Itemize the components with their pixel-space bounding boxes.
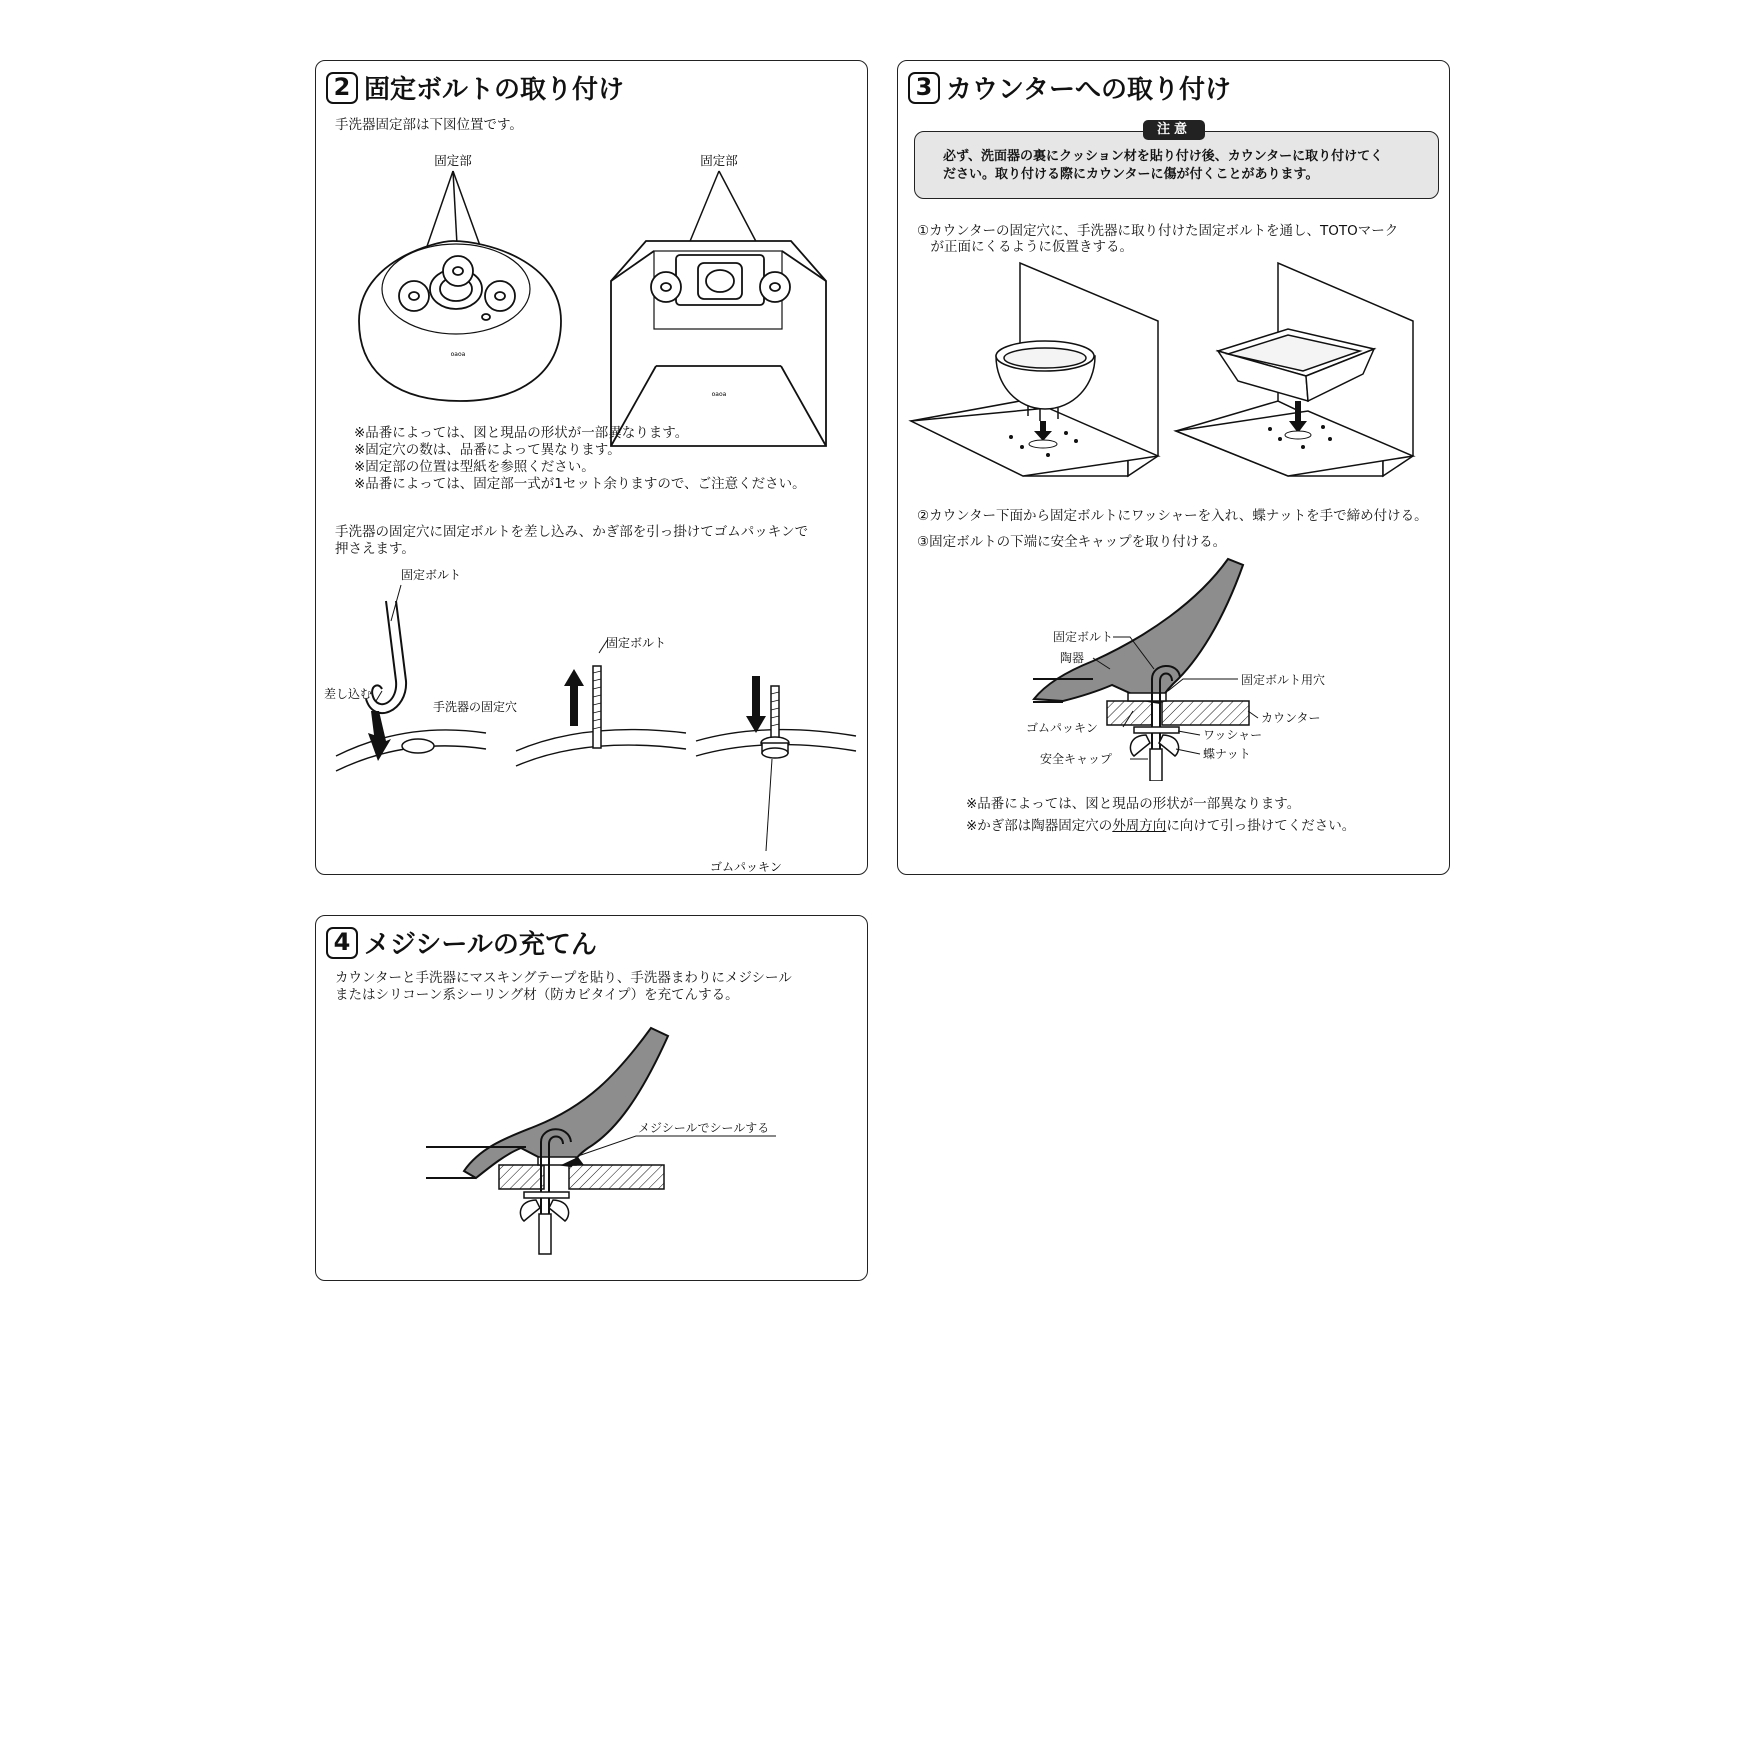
label-insert: 差し込む — [324, 687, 373, 701]
sealing-diagram — [316, 1016, 869, 1276]
section-2-note-3: ※固定部の位置は型紙を参照ください。 — [354, 459, 595, 475]
note-2-underlined: 外周方向 — [1112, 818, 1167, 834]
fixing-part-label-left: 固定部 — [434, 153, 472, 168]
section-3-panel — [897, 60, 1450, 875]
section-3-step-2: ②カウンター下面から固定ボルトにワッシャーを入れ、蝶ナットを手で締め付ける。 — [917, 508, 1428, 524]
svg-text:oaoa: oaoa — [711, 391, 727, 398]
label-bolt-2: 固定ボルト — [606, 636, 667, 650]
square-basin-drawing — [611, 241, 826, 446]
cross-section-diagram — [898, 551, 1451, 781]
section-2-instruction-line-1: 手洗器の固定穴に固定ボルトを差し込み、かぎ部を引っ掛けてゴムパッキンで — [335, 524, 809, 540]
section-2-title: 固定ボルトの取り付け — [364, 75, 625, 105]
fixing-part-diagram — [316, 151, 869, 471]
label-bolt-section3: 固定ボルト — [1053, 630, 1114, 644]
bolt-insertion-diagram — [316, 561, 869, 876]
caution-box — [914, 122, 1439, 199]
section-3-heading — [908, 69, 1231, 106]
note-2-prefix: ※かぎ部は陶器固定穴の — [966, 818, 1113, 834]
section-2-number: 2 — [326, 72, 358, 104]
label-packing: ゴムパッキン — [710, 860, 782, 874]
section-3-step-1-line-2: が正面にくるように仮置きする。 — [917, 239, 1133, 255]
section-4-instruction-line-1: カウンターと手洗器にマスキングテープを貼り、手洗器まわりにメジシール — [335, 970, 792, 986]
label-seal: メジシールでシールする — [638, 1121, 770, 1135]
label-wing-nut: 蝶ナット — [1203, 747, 1251, 761]
section-2-note-1: ※品番によっては、図と現品の形状が一部異なります。 — [354, 425, 689, 441]
caution-label: 注意 — [1143, 120, 1205, 140]
section-3-step-3: ③固定ボルトの下端に安全キャップを取り付ける。 — [917, 534, 1227, 550]
section-3-note-1: ※品番によっては、図と現品の形状が一部異なります。 — [966, 796, 1301, 812]
label-bolt-1: 固定ボルト — [401, 568, 462, 582]
section-4-heading — [326, 924, 597, 961]
label-packing-section3: ゴムパッキン — [1026, 721, 1098, 735]
section-3-step-1-line-1: ①カウンターの固定穴に、手洗器に取り付けた固定ボルトを通し、TOTOマーク — [917, 223, 1399, 239]
caution-text-line-1: 必ず、洗面器の裏にクッション材を貼り付け後、カウンターに取り付けてく — [943, 149, 1384, 164]
label-counter: カウンター — [1261, 711, 1321, 725]
section-4-number: 4 — [326, 927, 358, 959]
section-4-title: メジシールの充てん — [364, 930, 597, 960]
note-2-suffix: に向けて引っ掛けてください。 — [1166, 818, 1356, 834]
round-basin-drawing — [359, 241, 561, 401]
section-2-instruction-line-2: 押さえます。 — [335, 541, 415, 557]
basin-placement-diagram — [898, 261, 1451, 511]
label-washer: ワッシャー — [1203, 728, 1263, 742]
label-bolt-hole: 固定ボルト用穴 — [1241, 673, 1326, 687]
section-2-intro: 手洗器固定部は下図位置です。 — [335, 117, 523, 133]
label-ceramic: 陶器 — [1060, 651, 1085, 665]
section-3-title: カウンターへの取り付け — [946, 75, 1231, 105]
fixing-part-label-right: 固定部 — [700, 153, 738, 168]
section-3-number: 3 — [908, 72, 940, 104]
section-4-panel — [315, 915, 868, 1281]
label-hole: 手洗器の固定穴 — [433, 700, 518, 714]
section-2-note-2: ※固定穴の数は、品番によって異なります。 — [354, 442, 621, 458]
section-4-instruction-line-2: またはシリコーン系シーリング材（防カビタイプ）を充てんする。 — [335, 987, 739, 1003]
label-safety-cap: 安全キャップ — [1040, 752, 1113, 766]
section-3-note-2 — [966, 818, 1355, 835]
section-2-note-4: ※品番によっては、固定部一式が1セット余りますので、ご注意ください。 — [354, 476, 806, 492]
caution-text-line-2: ださい。取り付ける際にカウンターに傷が付くことがあります。 — [943, 167, 1319, 182]
svg-text:oaoa: oaoa — [450, 351, 466, 358]
section-2-panel — [315, 60, 868, 875]
section-2-heading — [326, 69, 624, 106]
